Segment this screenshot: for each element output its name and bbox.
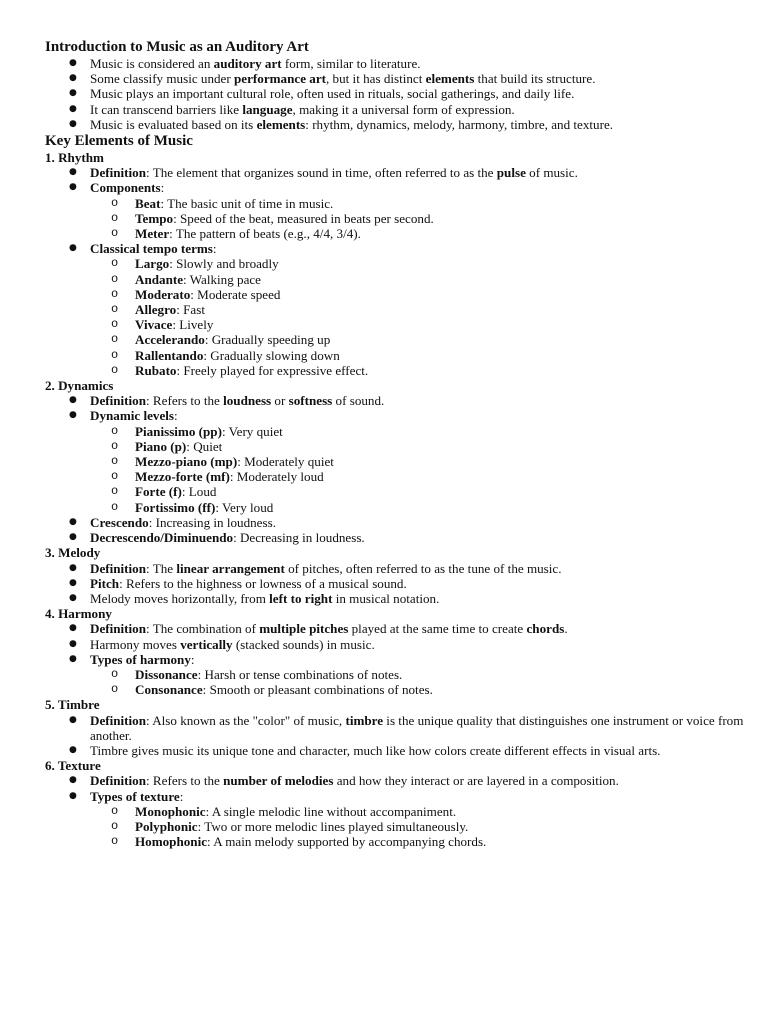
text-run: Music is evaluated based on its [90,116,257,132]
bullet-item [45,591,748,606]
text-run: : A main melody supported by accompanying chords. [207,834,487,850]
sub-bullet-item [45,363,748,378]
bold-term: Homophonic [135,834,208,850]
bold-term: chords [526,621,565,637]
sub-bullet-item [45,226,748,241]
text-run: , making it a universal form of expression. [292,101,515,117]
bold-term: number of melodies [223,773,334,789]
bold-term: Rallentando [135,347,204,363]
sub-bullet-item [45,469,748,484]
bold-term: Classical tempo terms [90,241,213,257]
bullet-item [45,180,748,241]
bold-term: left to right [269,590,333,606]
text-run: : Lively [172,317,214,333]
bold-term: Rubato [135,362,177,378]
bold-term: elements [256,116,306,132]
section-bullet-list [45,713,748,759]
bold-term: Piano (p) [135,438,187,454]
bullet-item [45,408,748,514]
bold-term: Types of texture [90,788,180,804]
text-run: Music plays an important cultural role, often used in rituals, social gatherings, and daily life. [90,86,575,102]
text-run: : Smooth or pleasant combinations of notes. [202,682,433,698]
text-run: form, similar to literature. [281,56,421,71]
sub-bullet-item [45,196,748,211]
sub-bullet-item [45,819,748,834]
sub-bullet-item [45,317,748,332]
bold-term: Beat [135,195,161,211]
bold-term: Definition [90,712,147,728]
bullet-item [45,561,748,576]
page-title: Introduction to Music as an Auditory Art [45,39,309,55]
sub-bullet-item [45,439,748,454]
bold-term: Decrescendo/Diminuendo [90,530,234,546]
sub-bullet-item [45,804,748,819]
bullet-item [45,637,748,652]
bold-term: Dynamic levels [90,408,175,424]
text-run: : Very loud [215,499,274,515]
text-run: : Refers to the [146,773,224,789]
bold-term: Mezzo-forte (mf) [135,469,230,485]
bullet-item [45,393,748,408]
intro-bullet-item [45,86,748,101]
bold-term: timbre [345,712,384,728]
section-heading: 1. Rhythm [45,150,104,166]
sub-bullet-item [45,834,748,849]
text-run: : Also known as the "color" of music, [146,712,346,728]
text-run: : Quiet [186,438,223,454]
text-run: : Gradually slowing down [203,347,340,363]
text-run: Harmony moves [90,636,181,652]
bold-term: Definition [90,165,147,181]
text-run: : Harsh or tense combinations of notes. [197,666,403,682]
sections-container [45,150,748,849]
sub-bullet-item [45,287,748,302]
text-run: : Slowly and broadly [169,256,279,272]
text-run: : Moderately quiet [237,454,334,470]
bold-term: language [242,101,293,117]
text-run: : Freely played for expressive effect. [176,362,369,378]
text-run: It can transcend barriers like [90,101,243,117]
section-heading: 3. Melody [45,545,101,561]
section-heading: 2. Dynamics [45,378,114,394]
sub-bullet-item [45,500,748,515]
text-run: : Decreasing in loudness. [233,530,365,546]
text-run: Melody moves horizontally, from [90,590,270,606]
sub-bullet-item [45,272,748,287]
bold-term: Types of harmony [90,651,191,667]
bullet-item [45,241,748,378]
section-heading-key-elements: Key Elements of Music [45,133,193,150]
bold-term: Forte (f) [135,484,182,500]
section-heading: 6. Texture [45,758,101,774]
text-run: or [271,393,289,409]
section-heading: 5. Timbre [45,697,100,713]
text-run: : Refers to the highness or lowness of a musical sound. [119,575,407,591]
bold-term: Vivace [135,317,173,333]
text-run: played at the same time to create [348,621,527,637]
sub-bullet-item [45,484,748,499]
bold-term: Monophonic [135,803,206,819]
bold-term: Definition [90,621,147,637]
text-run: : rhythm, dynamics, melody, harmony, timbre, and texture. [305,116,614,132]
text-run: : Very quiet [221,423,283,439]
text-run: that build its structure. [474,71,596,87]
bold-term: Components [90,180,161,196]
text-run: , but it has distinct [326,71,426,87]
bold-term: Pitch [90,575,120,591]
sub-bullet-item [45,302,748,317]
bold-term: elements [425,71,475,87]
text-run: : Loud [181,484,217,500]
text-run: : [160,180,165,196]
sub-bullet-item [45,332,748,347]
section-bullet-list [45,165,748,378]
bold-term: Definition [90,560,147,576]
text-run: (stacked sounds) in music. [232,636,375,652]
section-heading: 4. Harmony [45,606,112,622]
text-run: . [564,621,568,637]
text-run: and how they interact or are layered in a composition. [333,773,619,789]
bold-term: Definition [90,393,147,409]
text-run: : Refers to the [146,393,224,409]
bold-term: Dissonance [135,666,198,682]
section-bullet-list [45,561,748,607]
bold-term: loudness [223,393,272,409]
text-run: : [174,408,178,424]
bold-term: Crescendo [90,514,149,530]
sub-bullet-item [45,682,748,697]
sub-bullet-list [90,196,748,242]
sub-bullet-item [45,256,748,271]
bold-term: Largo [135,256,170,272]
sub-bullet-item [45,454,748,469]
bold-term: Mezzo-piano (mp) [135,454,238,470]
text-run: in musical notation. [332,590,440,606]
sub-bullet-item [45,424,748,439]
bold-term: Accelerando [135,332,205,348]
bullet-item [45,621,748,636]
bold-term: softness [288,393,333,409]
text-run: : Gradually speeding up [204,332,331,348]
sub-bullet-item [45,667,748,682]
bold-term: Consonance [135,682,203,698]
bullet-item [45,789,748,850]
section-bullet-list [45,393,748,545]
text-run: : Increasing in loudness. [148,514,276,530]
bold-term: Fortissimo (ff) [135,499,216,515]
text-run: : [212,241,217,257]
bullet-item [45,530,748,545]
bold-term: pulse [496,165,526,181]
intro-bullet-item [45,117,748,132]
section-bullet-list [45,773,748,849]
bold-term: multiple pitches [259,621,349,637]
bold-term: Moderato [135,286,191,302]
sub-bullet-item [45,348,748,363]
bullet-item [45,743,748,758]
text-run: : Moderately loud [229,469,324,485]
bullet-item [45,165,748,180]
bold-term: linear arrangement [176,560,285,576]
sub-bullet-list [90,256,748,378]
text-run: : [179,788,184,804]
bullet-item [45,652,748,698]
text-run: : [190,651,195,667]
sub-bullet-list [90,667,748,697]
text-run: : The element that organizes sound in time, often referred to as the [146,165,497,181]
bold-term: Polyphonic [135,818,198,834]
bold-term: vertically [180,636,233,652]
text-run: : The [146,560,177,576]
text-run: Some classify music under [90,71,235,87]
text-run: : A single melodic line without accompaniment. [205,803,457,819]
bullet-item [45,713,748,743]
intro-bullet-item [45,102,748,117]
sub-bullet-list [90,804,748,850]
section-bullet-list [45,621,748,697]
text-run: : Fast [176,302,205,318]
text-run: : Walking pace [183,271,261,287]
text-run: : Moderate speed [190,286,281,302]
text-run: : Speed of the beat, measured in beats per second. [173,210,434,226]
bold-term: Pianissimo (pp) [135,423,222,439]
intro-bullet-item [45,56,748,71]
text-run: of pitches, often referred to as the tune of the music. [284,560,562,576]
text-run: is the unique quality that distinguishes one instrument or voice from another. [90,712,744,743]
bold-term: Allegro [135,302,177,318]
text-run: : The combination of [146,621,260,637]
intro-bullet-item [45,71,748,86]
text-run: : The pattern of beats (e.g., 4/4, 3/4). [169,226,361,242]
bold-term: Tempo [135,210,174,226]
text-run: : Two or more melodic lines played simultaneously. [197,818,469,834]
bullet-item [45,576,748,591]
bold-term: auditory art [213,56,282,71]
text-run: of sound. [332,393,385,409]
text-run: : The basic unit of time in music. [160,195,334,211]
bold-term: Definition [90,773,147,789]
bold-term: Andante [135,271,184,287]
bullet-item [45,773,748,788]
sub-bullet-list [90,424,748,515]
text-run: of music. [525,165,578,181]
bold-term: Meter [135,226,170,242]
bold-term: performance art [234,71,326,87]
intro-list [45,56,748,132]
text-run: Music is considered an [90,56,214,71]
bullet-item [45,515,748,530]
text-run: Timbre gives music its unique tone and character, much like how colors create different effects in visual arts. [90,742,661,758]
sub-bullet-item [45,211,748,226]
document-body [45,38,748,849]
